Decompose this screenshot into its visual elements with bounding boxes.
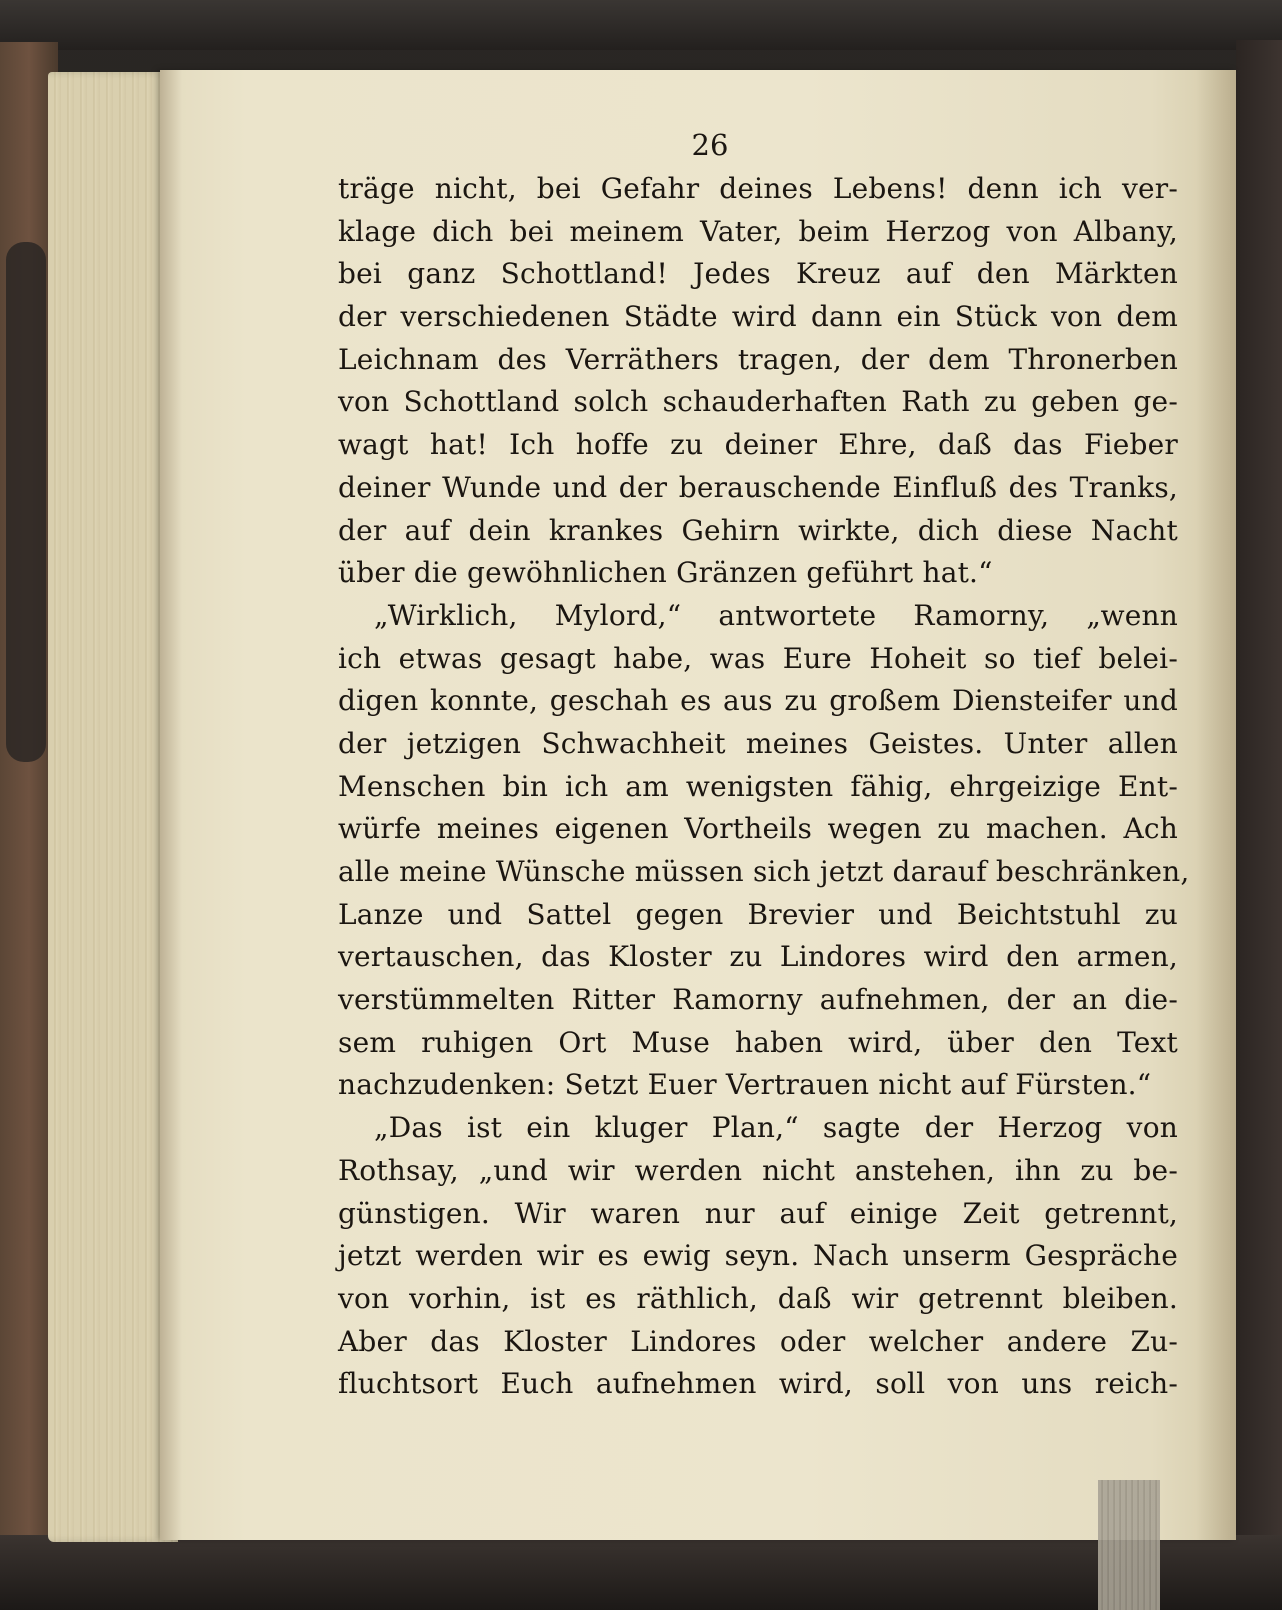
page-gutter-shadow [160, 70, 182, 1540]
text-line: „Das ist ein kluger Plan,“ sagte der Herzog von [374, 1111, 1178, 1145]
text-line: Lanze und Sattel gegen Brevier und Beichtstuhl zu [338, 897, 1178, 931]
text-line: träge nicht, bei Gefahr deines Lebens! denn ich ver- [338, 172, 1178, 205]
text-line: wagt hat! Ich hoffe zu deiner Ehre, daß das Fieber [338, 428, 1178, 462]
text-line: digen konnte, geschah es aus zu großem Diensteifer und [338, 684, 1178, 718]
text-line: von Schottland solch schauderhaften Rath zu geben ge- [338, 385, 1178, 419]
book-cover-bottom [0, 1535, 1282, 1610]
book-cover-right [1236, 40, 1282, 1540]
text-line: sem ruhigen Ort Muse haben wird, über den Text [338, 1025, 1178, 1059]
body-text [338, 168, 1190, 1406]
text-line: bei ganz Schottland! Jedes Kreuz auf den Märkten [338, 257, 1178, 291]
text-line: ich etwas gesagt habe, was Eure Hoheit so tief belei- [338, 641, 1178, 675]
text-line: vertauschen, das Kloster zu Lindores wird den armen, [338, 940, 1178, 974]
text-line: der jetzigen Schwachheit meines Geistes. Unter allen [338, 726, 1178, 760]
text-line: günstigen. Wir waren nur auf einige Zeit getrennt, [338, 1196, 1178, 1230]
text-line: der auf dein krankes Gehirn wirkte, dich diese Nacht [338, 513, 1178, 547]
text-line: Menschen bin ich am wenigsten fähig, ehrgeizige Ent- [338, 769, 1178, 803]
page-edges [48, 72, 178, 1542]
page-number: 26 [691, 128, 729, 162]
text-line: Leichnam des Verräthers tragen, der dem Thronerben [338, 342, 1178, 376]
text-line: klage dich bei meinem Vater, beim Herzog von Albany, [338, 214, 1178, 248]
text-line: fluchtsort Euch aufnehmen wird, soll von uns reich- [338, 1367, 1178, 1401]
page-curl-shadow [1196, 70, 1236, 1540]
text-line: nachzudenken: Setzt Euer Vertrauen nicht auf Fürsten.“ [338, 1068, 1152, 1102]
text-line: alle meine Wünsche müssen sich jetzt darauf beschränken, [338, 855, 1190, 888]
text-line: von vorhin, ist es räthlich, daß wir getrennt bleiben. [338, 1281, 1178, 1315]
text-line: „Wirklich, Mylord,“ antwortete Ramorny, „wenn [374, 598, 1178, 632]
text-line: deiner Wunde und der berauschende Einfluß des Tranks, [338, 470, 1178, 504]
text-line: jetzt werden wir es ewig seyn. Nach unserm Gespräche [338, 1239, 1178, 1273]
text-line: würfe meines eigenen Vortheils wegen zu machen. Ach [338, 812, 1178, 846]
background-top [0, 0, 1282, 50]
text-line: Rothsay, „und wir werden nicht anstehen, ihn zu be- [338, 1153, 1178, 1187]
text-line: der verschiedenen Städte wird dann ein Stück von dem [338, 300, 1178, 334]
text-line: verstümmelten Ritter Ramorny aufnehmen, der an die- [338, 983, 1178, 1017]
text-line: über die gewöhnlichen Gränzen geführt hat.“ [338, 556, 993, 590]
ribbon-bookmark [1098, 1480, 1160, 1610]
text-line: Aber das Kloster Lindores oder welcher andere Zu- [338, 1324, 1178, 1358]
cover-wear-mark [6, 242, 46, 762]
